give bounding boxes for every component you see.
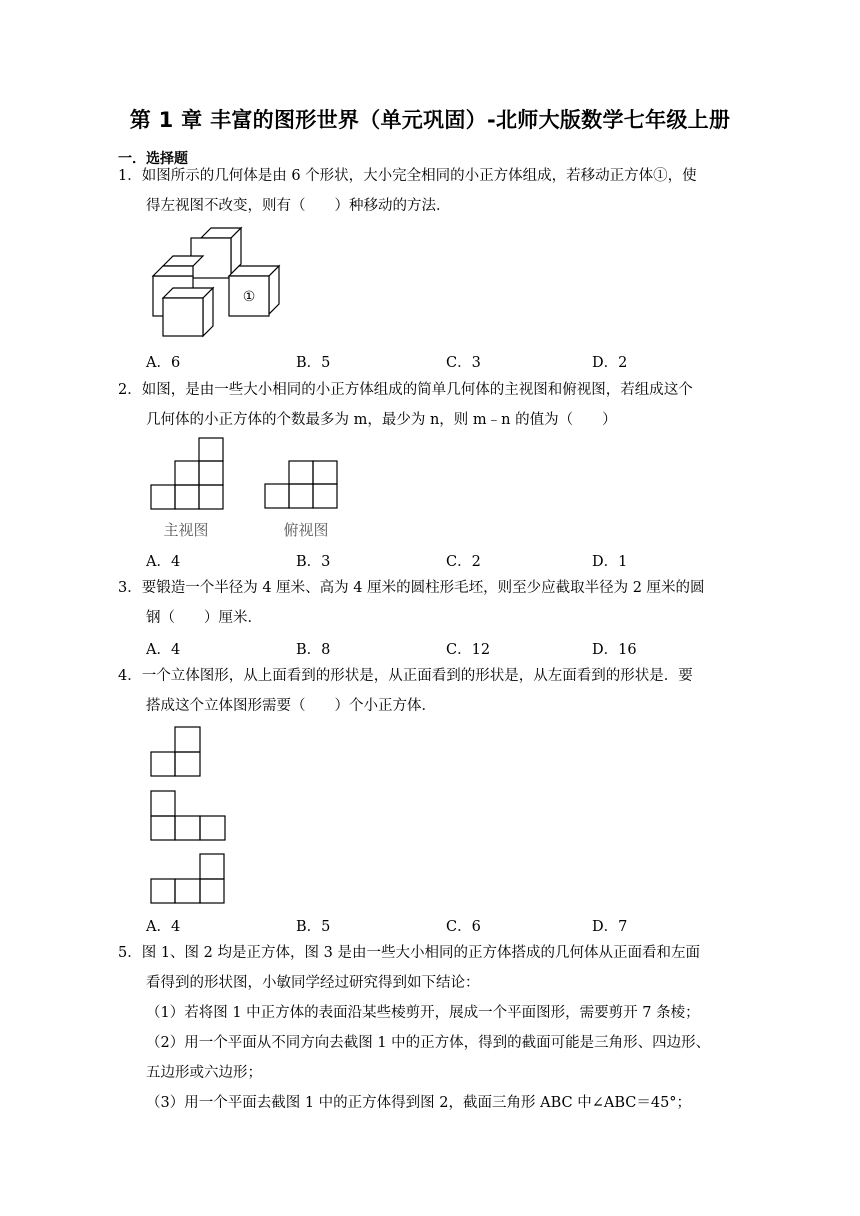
- q1-line-1: 1．如图所示的几何体是由 6 个形状，大小完全相同的小正方体组成，若移动正方体①，使: [118, 168, 697, 184]
- q5-statement-2-line-2: 五边形或六边形；: [146, 1065, 262, 1081]
- q3-option-a[interactable]: A．4: [146, 642, 181, 658]
- q3-line-1: 3．要锻造一个半径为 4 厘米、高为 4 厘米的圆柱形毛坯，则至少应截取半径为 2 厘米的圆: [118, 580, 705, 596]
- q4-option-a[interactable]: A．4: [146, 919, 181, 935]
- q2-option-c[interactable]: C．2: [446, 554, 481, 570]
- q1-option-c[interactable]: C．3: [446, 355, 481, 371]
- q4-top-view-figure: [150, 726, 202, 778]
- q4-option-b[interactable]: B．5: [296, 919, 331, 935]
- q1-option-b[interactable]: B．5: [296, 355, 331, 371]
- q3-line-2: 钢（ ）厘米．: [146, 610, 262, 626]
- q4-option-d[interactable]: D．7: [592, 919, 628, 935]
- page-title: 第 1 章 丰富的图形世界（单元巩固）-北师大版数学七年级上册: [129, 108, 731, 132]
- section-heading: 一．选择题: [118, 151, 188, 167]
- q3-option-d[interactable]: D．16: [592, 642, 637, 658]
- q4-line-2: 搭成这个立体图形需要（ ）个小正方体．: [146, 698, 436, 714]
- q3-option-c[interactable]: C．12: [446, 642, 491, 658]
- q3-option-b[interactable]: B．8: [296, 642, 331, 658]
- q2-line-1: 2．如图，是由一些大小相同的小正方体组成的简单几何体的主视图和俯视图，若组成这个: [118, 382, 693, 398]
- q2-view-labels: [150, 516, 350, 540]
- top-view-label: 俯视图: [283, 521, 329, 539]
- q5-line-1: 5．图 1、图 2 均是正方体，图 3 是由一些大小相同的正方体搭成的几何体从正面看和左面: [118, 945, 700, 961]
- q4-line-1: 4．一个立体图形，从上面看到的形状是，从正面看到的形状是，从左面看到的形状是．要: [118, 668, 693, 684]
- q2-option-d[interactable]: D．1: [592, 554, 628, 570]
- q4-option-c[interactable]: C．6: [446, 919, 481, 935]
- q4-left-view-figure: [150, 853, 228, 905]
- q5-statement-2-line-1: （2）用一个平面从不同方向去截图 1 中的正方体，得到的截面可能是三角形、四边形、: [146, 1035, 711, 1051]
- q1-cube-figure: [150, 228, 282, 340]
- q4-front-view-figure: [150, 790, 228, 842]
- cube-marker-label: ①: [242, 289, 256, 305]
- q5-statement-3: （3）用一个平面去截图 1 中的正方体得到图 2，截面三角形 ABC 中∠ABC＝45°；: [146, 1095, 692, 1111]
- q1-line-2: 得左视图不改变，则有（ ）种移动的方法．: [146, 198, 451, 214]
- q2-top-view: [264, 460, 338, 510]
- q1-option-d[interactable]: D．2: [592, 355, 628, 371]
- q5-statement-1: （1）若将图 1 中正方体的表面沿某些棱剪开，展成一个平面图形，需要剪开 7 条棱；: [146, 1005, 700, 1021]
- q1-option-a[interactable]: A．6: [146, 355, 181, 371]
- q2-option-b[interactable]: B．3: [296, 554, 331, 570]
- q5-line-2: 看得到的形状图，小敏同学经过研究得到如下结论：: [146, 975, 480, 991]
- q2-option-a[interactable]: A．4: [146, 554, 181, 570]
- front-view-label: 主视图: [163, 521, 209, 539]
- q2-front-view: [150, 438, 224, 512]
- q2-line-2: 几何体的小正方体的个数最多为 m，最少为 n，则 m﹣n 的值为（ ）: [146, 412, 617, 428]
